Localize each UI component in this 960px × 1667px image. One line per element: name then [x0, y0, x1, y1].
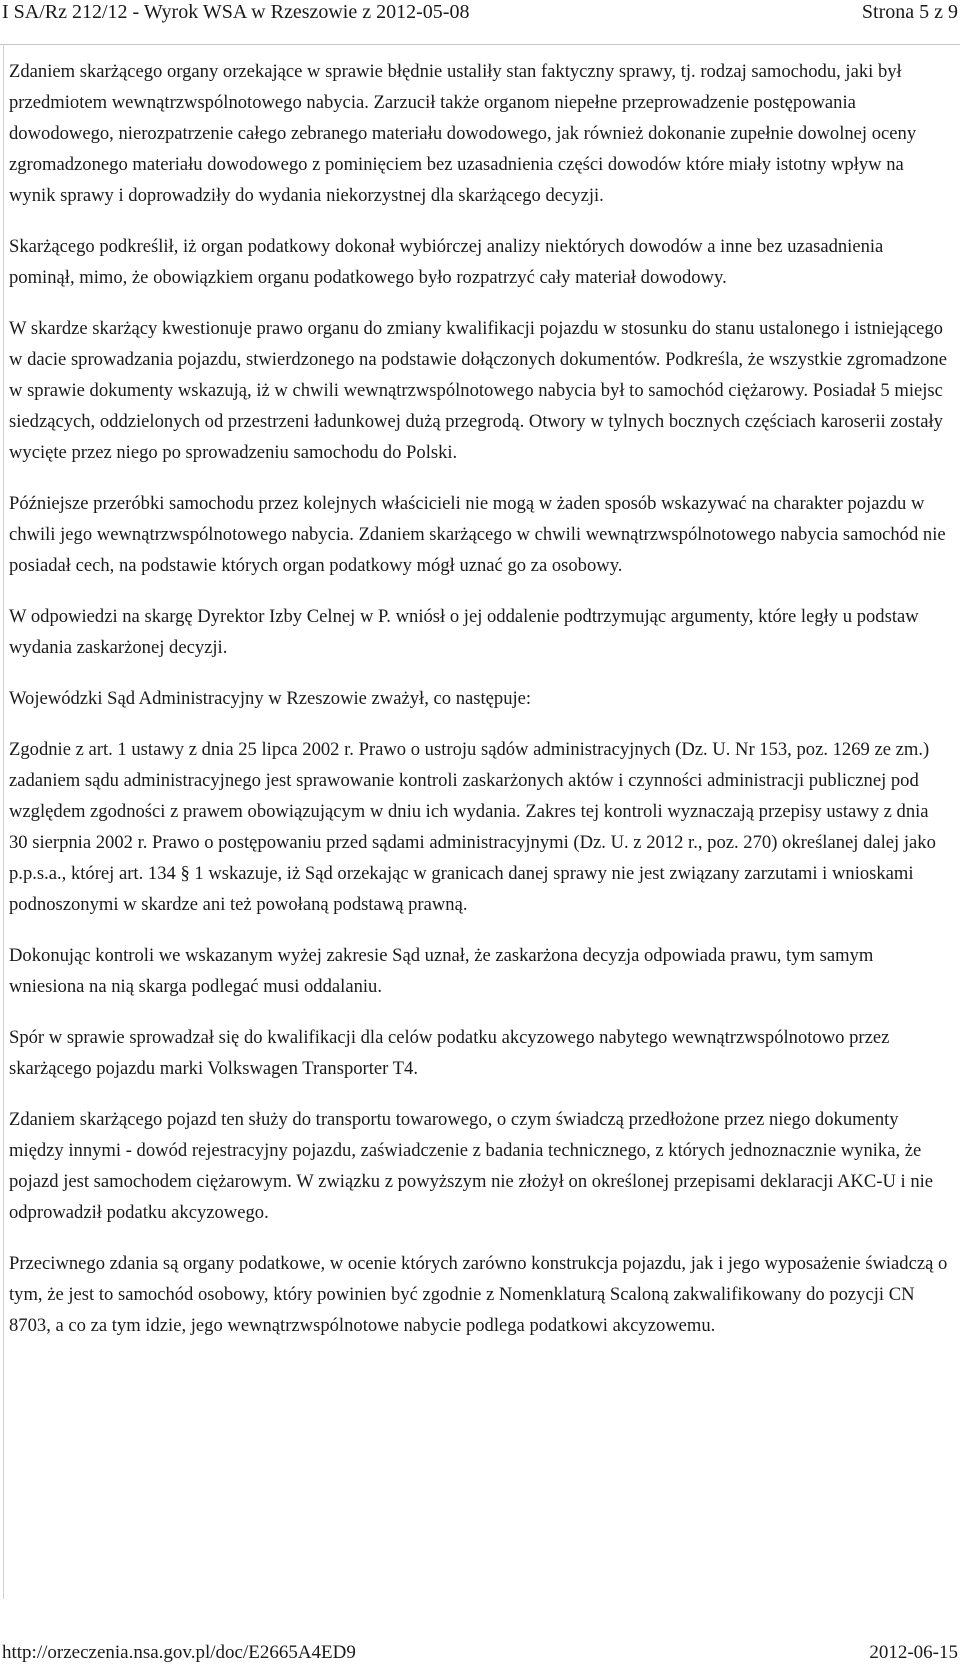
paragraph: Dokonując kontroli we wskazanym wyżej zakresie Sąd uznał, że zaskarżona decyzja odpowiada prawu, tym samym wniesiona na nią skarga podlegać musi oddalaniu.	[9, 945, 874, 997]
paragraph: Zdaniem skarżącego pojazd ten służy do transportu towarowego, o czym świadczą przedłożone przez niego dokumenty między innymi - dowód rejestracyjny pojazdu, zaświadczenie z badania technicznego, z których jednoznacznie wynika, że pojazd jest samochodem ciężarowym. W związku z powyższym nie złożył on określonej przepisami deklaracji AKC-U i nie odprowadził podatku akcyzowego.	[9, 1109, 934, 1223]
paragraph: Spór w sprawie sprowadzał się do kwalifikacji dla celów podatku akcyzowego nabytego wewnątrzwspólnotowo przez skarżącego pojazdu marki Volkswagen Transporter T4.	[9, 1027, 890, 1079]
page-number: Strona 5 z 9	[861, 1, 958, 23]
header-divider	[0, 44, 960, 45]
paragraph: Zgodnie z art. 1 ustawy z dnia 25 lipca 2002 r. Prawo o ustroju sądów administracyjnych (Dz. U. Nr 153, poz. 1269 ze zm.) zadaniem sądu administracyjnego jest sprawowanie kontroli zaskarżonych aktów i czynności administracji publicznej pod względem zgodności z prawem obowiązującym w dniu ich wydania. Zakres tej kontroli wyznaczają przepisy ustawy z dnia 30 sierpnia 2002 r. Prawo o postępowaniu przed sądami administracyjnymi (Dz. U. z 2012 r., poz. 270) określanej dalej jako p.p.s.a., której art. 134 § 1 wskazuje, iż Sąd orzekając w granicach danej sprawy nie jest związany zarzutami i wnioskami podnoszonymi w skardze ani też powołaną podstawą prawną.	[9, 739, 936, 915]
paragraph: Zdaniem skarżącego organy orzekające w sprawie błędnie ustaliły stan faktyczny sprawy, tj. rodzaj samochodu, jaki był przedmiotem wewnątrzwspólnotowego nabycia. Zarzucił także organom niepełne przeprowadzenie postępowania dowodowego, nierozpatrzenie całego zebranego materiału dowodowego, jak również dokonanie zupełnie dowolnej oceny zgromadzonego materiału dowodowego z pominięciem bez uzasadnienia części dowodów które miały istotny wpływ na wynik sprawy i doprowadziły do wydania niekorzystnej dla skarżącego decyzji.	[9, 61, 917, 206]
paragraph: Skarżącego podkreślił, iż organ podatkowy dokonał wybiórczej analizy niektórych dowodów a inne bez uzasadnienia pominął, mimo, że obowiązkiem organu podatkowego było rozpatrzyć cały materiał dowodowy.	[9, 236, 884, 288]
paragraph: W skardze skarżący kwestionuje prawo organu do zmiany kwalifikacji pojazdu w stosunku do stanu ustalonego i istniejącego w dacie sprowadzania pojazdu, stwierdzonego na podstawie dołączonych dokumentów. Podkreśla, że wszystkie zgromadzone w sprawie dokumenty wskazują, iż w chwili wewnątrzwspólnotowego nabycia był to samochód ciężarowy. Posiadał 5 miejsc siedzących, oddzielonych od przestrzeni ładunkowej dużą przegrodą. Otwory w tylnych bocznych częściach karoserii zostały wycięte przez niego po sprowadzeniu samochodu do Polski.	[9, 318, 947, 463]
print-date: 2012-06-15	[869, 1642, 958, 1663]
paragraph: W odpowiedzi na skargę Dyrektor Izby Celnej w P. wniósł o jej oddalenie podtrzymując argumenty, które legły u podstaw wydania zaskarżonej decyzji.	[9, 606, 919, 658]
paragraph: Wojewódzki Sąd Administracyjny w Rzeszowie zważył, co następuje:	[9, 688, 532, 709]
content-left-border	[3, 44, 4, 1599]
paragraph: Przeciwnego zdania są organy podatkowe, w ocenie których zarówno konstrukcja pojazdu, jak i jego wyposażenie świadczą o tym, że jest to samochód osobowy, który powinien być zgodnie z Nomenklaturą Scaloną zakwalifikowany do pozycji CN 8703, a co za tym idzie, jego wewnątrzwspólnotowe nabycie podlega podatkowi akcyzowemu.	[9, 1253, 948, 1336]
document-title: I SA/Rz 212/12 - Wyrok WSA w Rzeszowie z 2012-05-08	[2, 1, 470, 23]
page-footer	[0, 1641, 960, 1667]
document-body	[9, 56, 949, 1361]
source-url-link[interactable]: http://orzeczenia.nsa.gov.pl/doc/E2665A4ED9	[2, 1642, 356, 1663]
paragraph: Późniejsze przeróbki samochodu przez kolejnych właścicieli nie mogą w żaden sposób wskazywać na charakter pojazdu w chwili jego wewnątrzwspólnotowego nabycia. Zdaniem skarżącego w chwili wewnątrzwspólnotowego nabycia samochód nie posiadał cech, na podstawie których organ podatkowy mógł uznać go za osobowy.	[9, 493, 946, 576]
page-header	[0, 0, 960, 44]
